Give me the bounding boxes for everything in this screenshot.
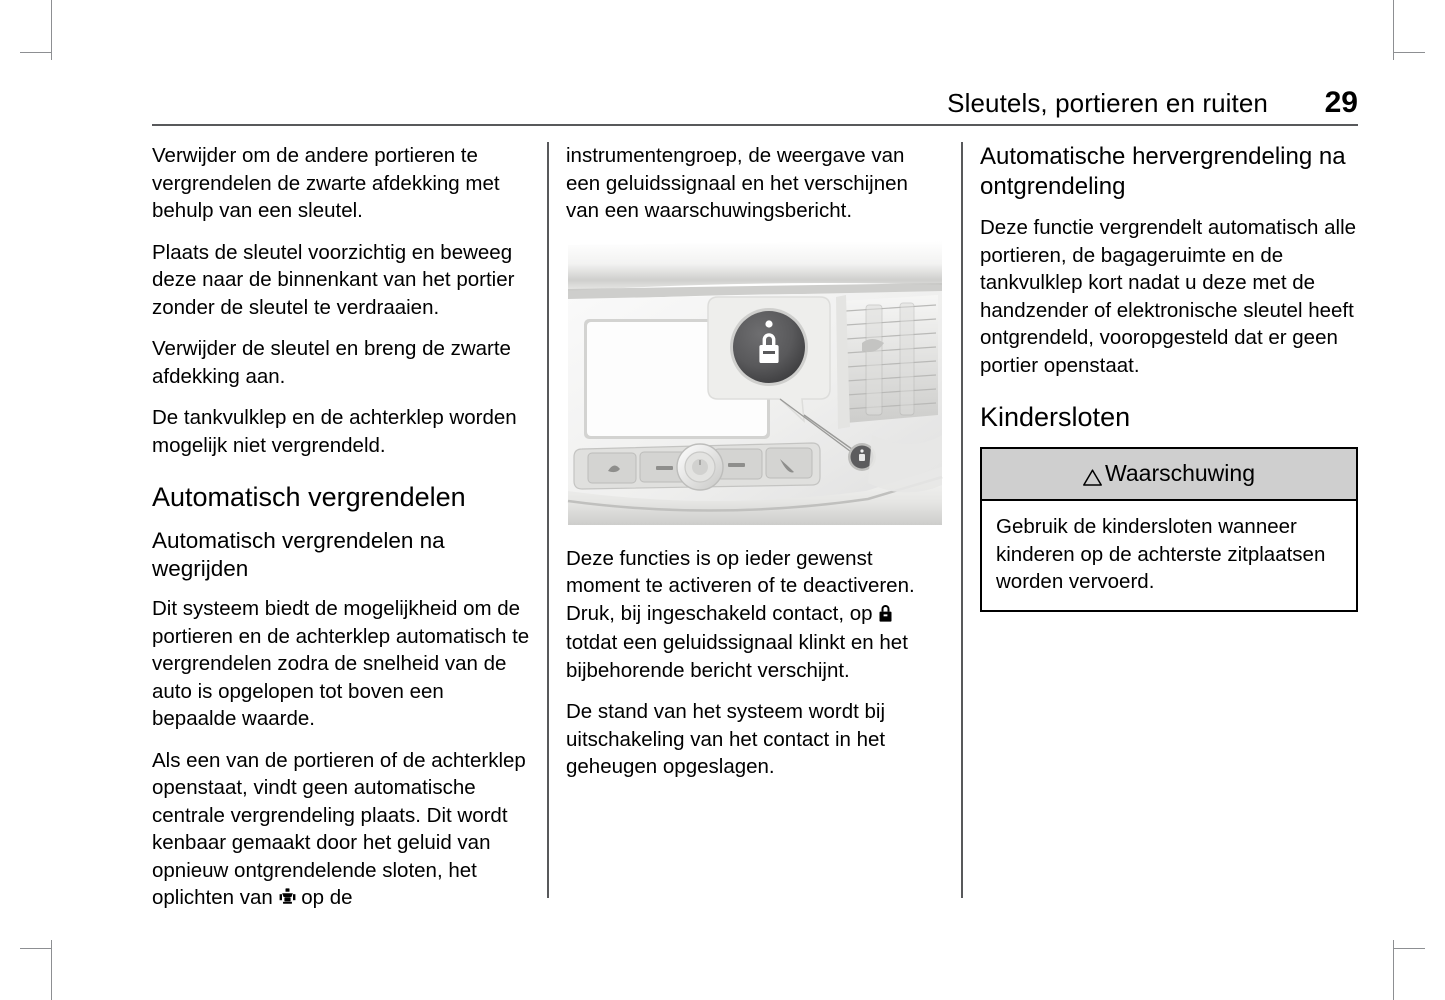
- paragraph-text-before-icon: Deze functies is op ieder gewenst moment te activeren of te deactiveren. Druk, bij ingeschakeld contact, op: [566, 546, 915, 625]
- paragraph: instrumentengroep, de weergave van een geluidssignaal en het verschijnen van een waarschuwingsbericht.: [566, 144, 908, 222]
- column-right: [980, 142, 1358, 902]
- running-head: [152, 86, 1358, 120]
- crop-mark-top-left-horizontal: [20, 52, 52, 53]
- paragraph: De tankvulklep en de achterklep worden mogelijk niet vergrendeld.: [152, 406, 517, 457]
- column-gap-1: [530, 142, 566, 902]
- warning-triangle-icon: [1083, 465, 1102, 482]
- crop-mark-top-right-horizontal: [1393, 52, 1425, 53]
- paragraph-text-after-icon: totdat een geluidssignaal klinkt en het bijbehorende bericht verschijnt.: [566, 631, 908, 682]
- crop-mark-bottom-right-vertical: [1393, 940, 1394, 1000]
- crop-mark-top-right-vertical: [1393, 0, 1394, 60]
- paragraph: Verwijder om de andere portieren te vergrendelen de zwarte afdekking met behulp van een sleutel.: [152, 144, 500, 222]
- column-middle: [566, 142, 944, 902]
- column-divider-2: [961, 142, 963, 898]
- subsection-heading-na-wegrijden: Automatisch vergrendelen na wegrijden: [152, 528, 445, 581]
- header-rule: [152, 124, 1358, 126]
- column-left: [152, 142, 530, 909]
- warning-box-body: Gebruik de kindersloten wanneer kinderen op de achterste zitplaatsen worden vervoerd.: [996, 515, 1326, 593]
- crop-mark-bottom-left-vertical: [51, 940, 52, 1000]
- paragraph: Dit systeem biedt de mogelijkheid om de portieren en de achterklep automatisch te vergrendelen zodra de snelheid van de auto is opgelopen tot boven een bepaalde waarde.: [152, 597, 530, 730]
- section-heading-kindersloten: Kindersloten: [980, 402, 1131, 432]
- paragraph: De stand van het systeem wordt bij uitschakeling van het contact in het geheugen opgeslagen.: [566, 700, 886, 778]
- page-title: Sleutels, portieren en ruiten: [947, 88, 1268, 118]
- paragraph: Deze functie vergrendelt automatisch alle portieren, de bagageruimte en de tankvulklep kort nadat u deze met de handzender of elektronische sleutel heeft ontgrendeld, vooropgesteld dat er geen portier openstaat.: [980, 216, 1357, 377]
- warning-box-title: Waarschuwing: [1105, 460, 1255, 486]
- door-ajar-icon: [279, 886, 296, 914]
- manual-page: [152, 0, 1358, 1000]
- warning-box-header: [982, 449, 1356, 501]
- three-column-body: [152, 142, 1358, 909]
- paragraph: Plaats de sleutel voorzichtig en beweeg deze naar de binnenkant van het portier zonder de sleutel te verdraaien.: [152, 240, 515, 319]
- crop-mark-bottom-left-horizontal: [20, 948, 52, 949]
- column-gap-2: [944, 142, 980, 902]
- paragraph-with-door-ajar-icon: [152, 747, 530, 914]
- paragraph: Verwijder de sleutel en breng de zwarte afdekking aan.: [152, 337, 511, 388]
- figure-center-console-lock-button: [566, 239, 944, 527]
- page-number: 29: [1324, 86, 1358, 119]
- paragraph-text-after-icon: op de: [295, 886, 353, 909]
- crop-mark-bottom-right-horizontal: [1393, 948, 1425, 949]
- warning-box: [980, 447, 1358, 612]
- column-divider-1: [547, 142, 549, 898]
- paragraph-with-lock-icon: [566, 545, 944, 685]
- lock-icon: [878, 602, 893, 630]
- crop-mark-top-left-vertical: [51, 0, 52, 60]
- section-heading-automatisch-vergrendelen: Automatisch vergrendelen: [152, 482, 466, 512]
- section-heading-hervergrendeling: Automatische hervergrendeling na ontgrendeling: [980, 143, 1346, 200]
- paragraph-text-before-icon: Als een van de portieren of de achterklep openstaat, vindt geen automatische centrale vergrendeling plaats. Dit wordt kenbaar gemaakt door het geluid van opnieuw ontgrendelende sloten, het oplichten van: [152, 748, 526, 909]
